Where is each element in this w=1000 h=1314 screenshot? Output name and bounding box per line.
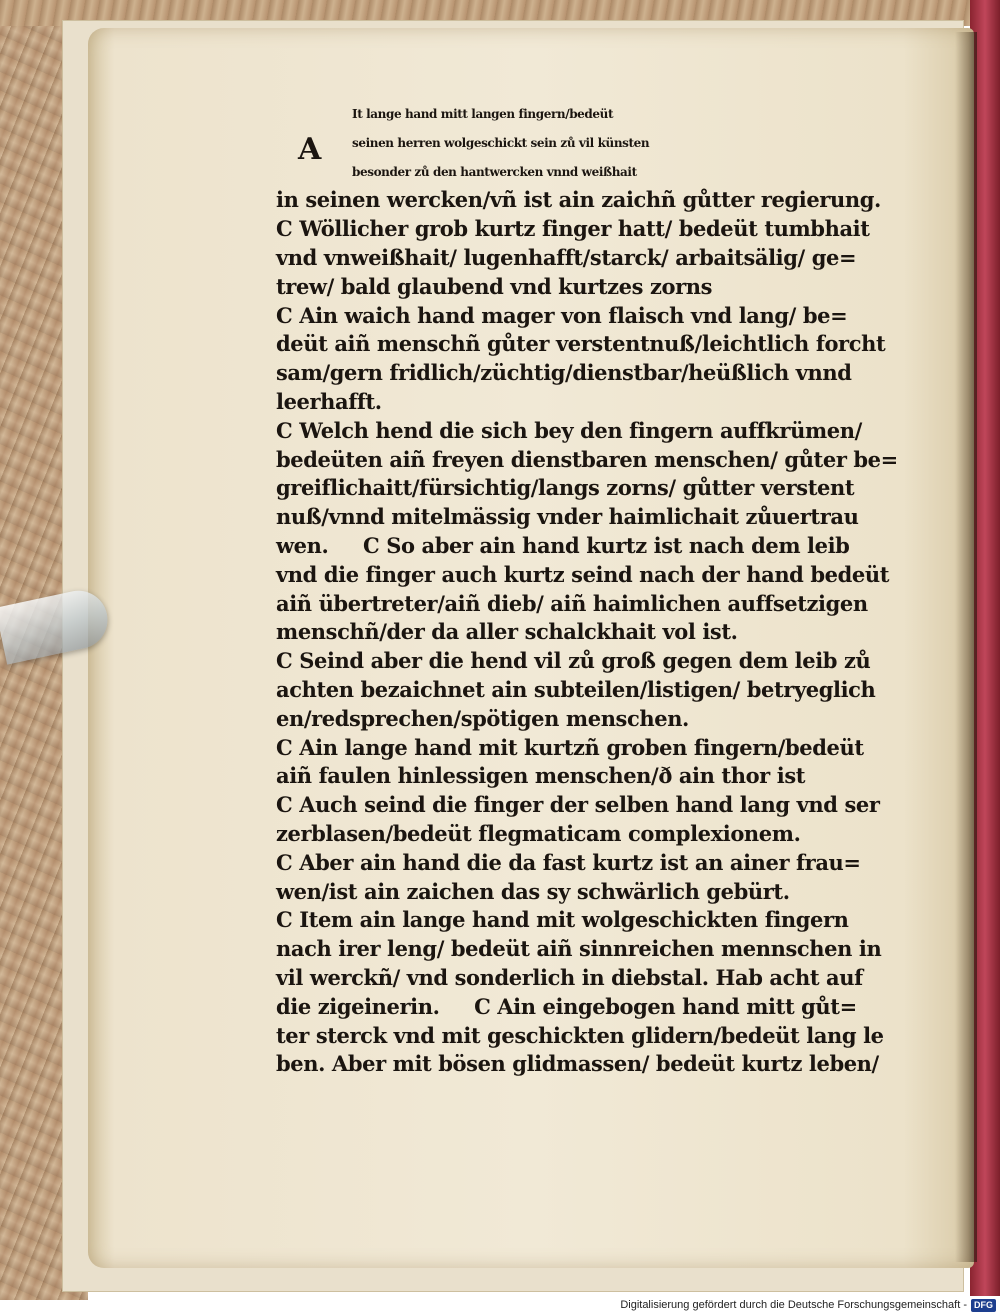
text-line: C Auch seind die finger der selben hand lang vnd ser (276, 792, 880, 818)
text-line: achten bezaichnet ain subteilen/listigen/ betryeglich (276, 676, 876, 702)
text-line: nach irer leng/ bedeüt aiñ sinnreichen mennschen in (276, 936, 882, 962)
dfg-logo: DFG (971, 1299, 996, 1312)
page-text (276, 100, 916, 1079)
text-line: deüt aiñ menschñ gůter verstentnuß/leichtlich forcht (276, 331, 886, 357)
text-line: C Ain lange hand mit kurtzñ groben fingern/bedeüt (276, 734, 864, 760)
text-line: It lange hand mitt langen fingern/bedeüt (352, 107, 614, 121)
text-line: ter sterck vnd mit geschickten glidern/bedeüt lang le (276, 1022, 884, 1048)
credit-text: Digitalisierung gefördert durch die Deutsche Forschungsgemeinschaft - (620, 1299, 967, 1311)
text-line: C Aber ain hand die da fast kurtz ist an ainer frau= (276, 849, 861, 875)
text-line: leerhafft. (276, 388, 382, 414)
text-line: ben. Aber mit bösen glidmassen/ bedeüt kurtz leben/ (276, 1051, 879, 1077)
text-line: wen. C So aber ain hand kurtz ist nach dem leib (276, 532, 850, 558)
text-line: bedeüten aiñ freyen dienstbaren menschen/ gůter be= (276, 446, 898, 472)
text-line: C Seind aber die hend vil zů groß gegen dem leib zů (276, 648, 871, 674)
text-line: in seinen wercken/vñ ist ain zaichñ gůtter regierung. (276, 187, 881, 213)
text-line: vil werckñ/ vnd sonderlich in diebstal. Hab acht auf (276, 964, 863, 990)
text-line: aiñ übertreter/aiñ dieb/ aiñ haimlichen auffsetzigen (276, 590, 868, 616)
text-line: wen/ist ain zaichen das sy schwärlich gebürt. (276, 878, 790, 904)
text-line: seinen herren wolgeschickt sein zů vil künsten (352, 135, 650, 150)
text-line: die zigeinerin. C Ain eingebogen hand mitt gůt= (276, 993, 857, 1019)
text-line: C Ain waich hand mager von flaisch vnd lang/ be= (276, 302, 848, 328)
digitization-credit (614, 1296, 1000, 1314)
text-line: greiflichaitt/fürsichtig/langs zorns/ gůtter verstent (276, 475, 855, 501)
page-gutter-shadow (955, 32, 977, 1262)
text-line: en/redsprechen/spötigen menschen. (276, 705, 689, 731)
text-line: sam/gern fridlich/züchtig/dienstbar/heüßlich vnnd (276, 360, 852, 386)
text-line: aiñ faulen hinlessigen menschen/ð ain thor ist (276, 763, 806, 789)
text-line: menschñ/der da aller schalckhait vol ist. (276, 619, 738, 645)
text-line: vnd vnweißhait/ lugenhafft/starck/ arbaitsälig/ ge= (276, 244, 857, 270)
text-line: vnd die finger auch kurtz seind nach der hand bedeüt (276, 561, 890, 587)
text-line: C Welch hend die sich bey den fingern auffkrümen/ (276, 417, 862, 443)
text-line: trew/ bald glaubend vnd kurtzes zorns (276, 273, 713, 299)
initial-letter: A (298, 132, 322, 167)
text-line: C Wöllicher grob kurtz finger hatt/ bedeüt tumbhait (276, 216, 870, 242)
text-line: zerblasen/bedeüt flegmaticam complexionem. (276, 820, 801, 846)
text-line: besonder zů den hantwercken vnnd weißhait (352, 164, 637, 179)
text-line: C Item ain lange hand mit wolgeschickten fingern (276, 907, 849, 933)
text-line: nuß/vnnd mitelmässig vnder haimlichait zůuertrau (276, 504, 859, 530)
